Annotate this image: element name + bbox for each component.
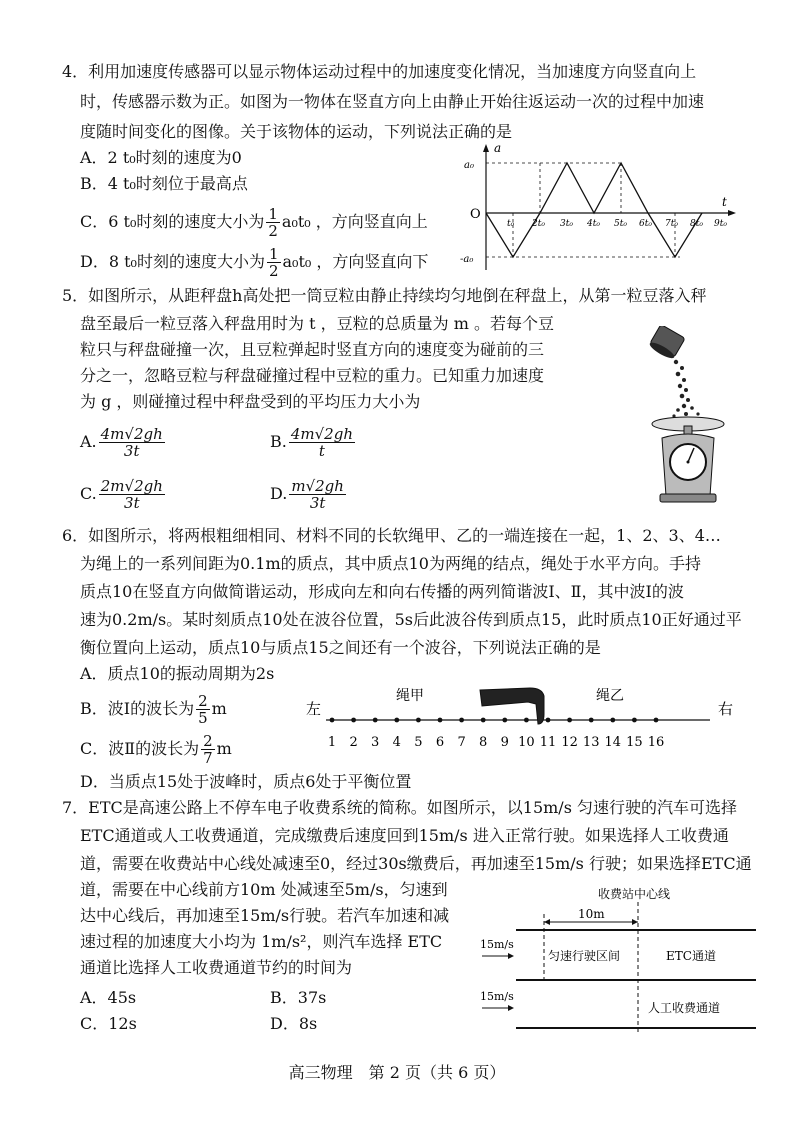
svg-text:6t₀: 6t₀: [639, 219, 652, 229]
svg-text:收费站中心线: 收费站中心线: [598, 887, 671, 901]
svg-text:15m/s: 15m/s: [480, 938, 514, 951]
svg-text:a: a: [494, 141, 502, 155]
q6-line-2: 为绳上的一系列间距为0.1m的质点，其中质点10为两绳的结点，绳处于水平方向。手持: [80, 554, 701, 573]
rope-point-label: 11: [539, 735, 557, 750]
svg-text:4t₀: 4t₀: [587, 219, 600, 229]
rope-point: [546, 718, 551, 723]
rope-point: [438, 718, 443, 723]
q5-line-5: 为 g ，则碰撞过程中秤盘受到的平均压力大小为: [80, 392, 421, 411]
rope-point-label: 1: [327, 735, 337, 750]
rope-point-label: 16: [647, 735, 665, 750]
q6-line-5: 衡位置向上运动，质点10与质点15之间还有一个波谷，下列说法正确的是: [80, 638, 601, 657]
page-footer: 高三物理 第 2 页（共 6 页）: [288, 1063, 506, 1082]
svg-text:9t₀: 9t₀: [714, 219, 727, 229]
rope-point: [394, 718, 399, 723]
svg-text:左: 左: [306, 700, 322, 718]
q5-option-a: A. $\frac{4m√2gh}{3t}$: [80, 425, 163, 460]
rope-point: [459, 718, 464, 723]
svg-text:右: 右: [718, 700, 734, 718]
rope-diagram: [300, 684, 740, 754]
q7-line-6: 速过程的加速度大小均为 1m/s²，则汽车选择 ETC: [80, 932, 443, 951]
q5-option-d: D. $\frac{m√2gh}{3t}$: [270, 477, 344, 512]
q4-option-d: D．8 t₀时刻的速度大小为 $\frac{1}{2}$ a₀t₀ ，方向竖直向下: [80, 245, 429, 280]
svg-text:绳乙: 绳乙: [596, 688, 624, 704]
rope-point: [416, 718, 421, 723]
beans-scale-illustration: [640, 326, 750, 506]
rope-point: [481, 718, 486, 723]
rope-point: [632, 718, 637, 723]
q5-line-1: 5．如图所示，从距秤盘h高处把一筒豆粒由静止持续均匀地倒在秤盘上，从第一粒豆落入秤: [62, 286, 707, 305]
q5-option-c: C. $\frac{2m√2gh}{3t}$: [80, 477, 163, 512]
q7-line-1: 7．ETC是高速公路上不停车电子收费系统的简称。如图所示，以15m/s 匀速行驶的汽车可选择: [62, 798, 737, 817]
q6-line-3: 质点10在竖直方向做简谐运动，形成向左和向右传播的两列简谐波Ⅰ、Ⅱ，其中波Ⅰ的波: [80, 582, 684, 601]
q5-line-4: 分之一，忽略豆粒与秤盘碰撞过程中豆粒的重力。已知重力加速度: [80, 366, 545, 385]
svg-text:2t₀: 2t₀: [532, 219, 545, 229]
rope-point-label: 5: [414, 735, 423, 750]
svg-text:绳甲: 绳甲: [396, 688, 424, 704]
rope-point: [373, 718, 378, 723]
q4-line-2: 时，传感器示数为正。如图为一物体在竖直方向上由静止开始往返运动一次的过程中加速: [80, 92, 705, 111]
q7-line-4: 道，需要在中心线前方10m 处减速至5m/s，匀速到: [80, 880, 448, 899]
q7-option-b: B．37s: [270, 988, 327, 1007]
q4-option-c: C．6 t₀时刻的速度大小为 $\frac{1}{2}$ a₀t₀ ，方向竖直向上: [80, 205, 428, 240]
svg-text:-a₀: -a₀: [460, 254, 474, 265]
rope-point-label: 4: [392, 735, 401, 750]
rope-point: [524, 718, 529, 723]
svg-text:a₀: a₀: [464, 160, 474, 171]
rope-point-label: 9: [500, 735, 509, 750]
svg-text:t₀: t₀: [507, 219, 515, 229]
q6-line-1: 6．如图所示，将两根粗细相同、材料不同的长软绳甲、乙的一端连接在一起，1、2、3、4…: [62, 526, 721, 545]
rope-point-label: 8: [479, 735, 488, 750]
rope-point: [654, 718, 659, 723]
rope-point-label: 2: [349, 735, 358, 750]
svg-text:7t₀: 7t₀: [665, 219, 678, 229]
rope-point: [610, 718, 615, 723]
rope-point-label: 7: [457, 735, 466, 750]
svg-text:人工收费通道: 人工收费通道: [648, 1001, 721, 1015]
rope-point: [589, 718, 594, 723]
rope-point-label: 13: [582, 735, 600, 750]
q6-option-b: B．波Ⅰ的波长为 $\frac{2}{5}$ m: [80, 692, 227, 727]
q7-option-d: D．8s: [270, 1014, 318, 1033]
q7-option-a: A．45s: [80, 988, 137, 1007]
rope-point-label: 12: [561, 735, 578, 750]
rope-point-label: 3: [371, 735, 380, 750]
q4-line-1: 4．利用加速度传感器可以显示物体运动过程中的加速度变化情况，当加速度方向竖直向上: [62, 62, 697, 81]
q4-option-b: B．4 t₀时刻位于最高点: [80, 174, 248, 193]
q5-line-3: 粒只与秤盘碰撞一次，且豆粒弹起时竖直方向的速度变为碰前的三: [80, 340, 545, 359]
q4-line-3: 度随时间变化的图像。关于该物体的运动，下列说法正确的是: [80, 122, 513, 141]
rope-point-label: 10: [518, 735, 535, 750]
toll-station-diagram: [476, 884, 756, 1034]
rope-point: [502, 718, 507, 723]
q6-option-a: A．质点10的振动周期为2s: [80, 664, 275, 683]
svg-text:10m: 10m: [578, 907, 605, 921]
q7-line-3: 道，需要在收费站中心线处减速至0，经过30s缴费后，再加速至15m/s 行驶；如果选择ETC通: [80, 854, 752, 873]
svg-text:匀速行驶区间: 匀速行驶区间: [548, 949, 621, 963]
q6-line-4: 速为0.2m/s。某时刻质点10处在波谷位置，5s后此波谷传到质点15，此时质点10正好通过平: [80, 610, 742, 629]
q7-line-5: 达中心线后，再加速至15m/s行驶。若汽车加速和减: [80, 906, 450, 925]
rope-point-label: 15: [626, 735, 643, 750]
rope-point-label: 14: [604, 735, 622, 750]
svg-text:O: O: [470, 207, 481, 222]
q7-option-c: C．12s: [80, 1014, 137, 1033]
acceleration-time-graph: [440, 140, 740, 275]
q7-line-2: ETC通道或人工收费通道，完成缴费后速度回到15m/s 进入正常行驶。如果选择人工收费通: [80, 826, 729, 845]
rope-point: [567, 718, 572, 723]
q4-option-a: A．2 t₀时刻的速度为0: [80, 148, 242, 167]
q7-line-7: 通道比选择人工收费通道节约的时间为: [80, 958, 353, 977]
svg-text:8t₀: 8t₀: [690, 219, 703, 229]
q5-option-b: B. $\frac{4m√2gh}{t}$: [270, 425, 353, 460]
svg-text:5t₀: 5t₀: [614, 219, 627, 229]
q6-option-d: D．当质点15处于波峰时，质点6处于平衡位置: [80, 772, 412, 791]
svg-text:15m/s: 15m/s: [480, 990, 514, 1003]
rope-point: [351, 718, 356, 723]
svg-text:ETC通道: ETC通道: [666, 949, 716, 963]
q6-option-c: C．波Ⅱ的波长为 $\frac{2}{7}$ m: [80, 732, 232, 767]
svg-text:t: t: [722, 195, 727, 209]
q5-line-2: 盘至最后一粒豆落入秤盘用时为 t ，豆粒的总质量为 m 。若每个豆: [80, 314, 554, 333]
rope-point: [330, 718, 335, 723]
rope-point-label: 6: [435, 735, 445, 750]
svg-text:3t₀: 3t₀: [560, 219, 573, 229]
